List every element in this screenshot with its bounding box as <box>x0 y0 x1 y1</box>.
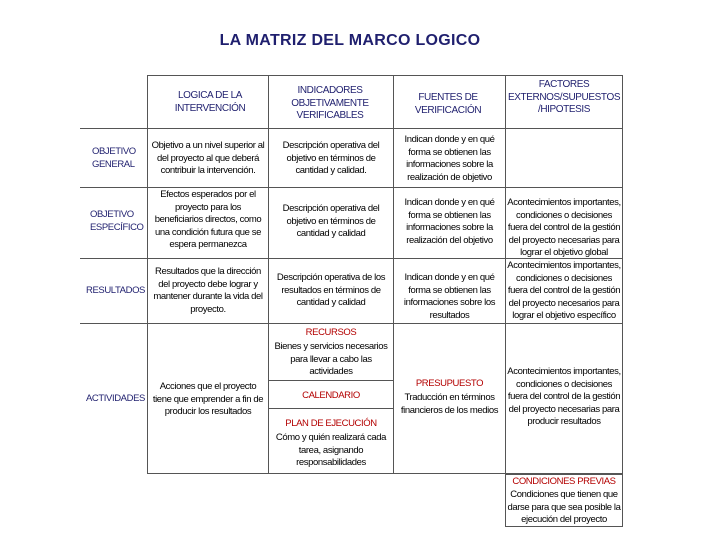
plan-ejecucion-text: Cómo y quién realizará cada tarea, asignando responsabilidades <box>275 432 387 468</box>
calendario-title: CALENDARIO <box>302 390 360 401</box>
cell-og-logica: Objetivo a un nivel superior al del proyecto al que deberá contribuir la intervención. <box>151 140 265 176</box>
condiciones-title: CONDICIONES PREVIAS <box>512 476 616 487</box>
row-label-objetivo-especifico: OBJETIVO ESPECÍFICO <box>90 209 144 233</box>
cell-oe-fuentes: Indican donde y en qué forma se obtienen las informaciones sobre la realización del objetivo <box>404 197 495 246</box>
grid-line <box>505 474 623 475</box>
recursos-title: RECURSOS <box>305 327 357 338</box>
row-label-actividades: ACTIVIDADES <box>86 393 145 404</box>
cell-res-logica: Resultados que la dirección del proyecto debe lograr y mantener durante la vida del proyecto. <box>153 266 263 315</box>
presupuesto-text: Traducción en términos financieros de los medios <box>400 392 499 416</box>
cell-act-factores: Acontecimientos importantes, condiciones o decisiones fuera del control de la gestión del proyecto necesarias para producir resultados <box>507 366 621 427</box>
presupuesto-title: PRESUPUESTO <box>415 378 484 389</box>
cell-oe-logica: Efectos esperados por el proyecto para los beneficiarios directos, como una condición futura que se espera permanezca <box>154 189 262 250</box>
header-logica: LOGICA DE LA INTERVENCIÓN <box>174 90 246 114</box>
row-label-objetivo-general: OBJETIVO GENERAL <box>92 146 136 170</box>
page-title: LA MATRIZ DEL MARCO LOGICO <box>219 32 481 49</box>
grid-line <box>622 474 623 527</box>
cell-res-factores: Acontecimientos importantes, condiciones o decisiones fuera del control de la gestión del proyecto necesarios para lograr el objetivo específico <box>507 260 621 321</box>
header-factores: FACTORES EXTERNOS/SUPUESTOS /HIPOTESIS <box>508 79 621 115</box>
grid-line <box>80 187 623 188</box>
cell-og-indicadores: Descripción operativa del objetivo en términos de cantidad y calidad. <box>282 140 380 176</box>
row-label-resultados: RESULTADOS <box>86 285 145 296</box>
cell-act-logica: Acciones que el proyecto tiene que emprender a fin de producir los resultados <box>152 381 264 417</box>
grid-line <box>80 128 623 129</box>
grid-line <box>268 380 393 381</box>
grid-line <box>393 75 394 474</box>
cell-res-indicadores: Descripción operativa de los resultados en términos de cantidad y calidad <box>276 272 386 308</box>
grid-line <box>268 408 393 409</box>
recursos-text: Bienes y servicios necesarios para llevar a cabo las actividades <box>274 341 388 377</box>
header-fuentes: FUENTES DE VERIFICACIÓN <box>414 92 482 116</box>
plan-ejecucion-title: PLAN DE EJECUCIÓN <box>285 418 377 429</box>
grid-line <box>505 75 506 527</box>
header-indicadores: INDICADORES OBJETIVAMENTE VERIFICABLES <box>291 85 369 121</box>
grid-line <box>80 323 623 324</box>
condiciones-text: Condiciones que tienen que darse para que sea posible la ejecución del proyecto <box>507 489 621 525</box>
cell-oe-indicadores: Descripción operativa del objetivo en términos de cantidad y calidad <box>282 203 380 239</box>
cell-oe-factores: Acontecimientos importantes, condiciones o decisiones fuera del control de la gestión del proyecto necesarias para lograr el objetivo global <box>507 197 621 258</box>
cell-res-fuentes: Indican donde y en qué forma se obtienen las informaciones sobre los resultados <box>403 272 496 321</box>
cell-og-fuentes: Indican donde y en qué forma se obtienen las informaciones sobre la realización de objetivo <box>404 134 495 183</box>
grid-line <box>268 75 269 474</box>
